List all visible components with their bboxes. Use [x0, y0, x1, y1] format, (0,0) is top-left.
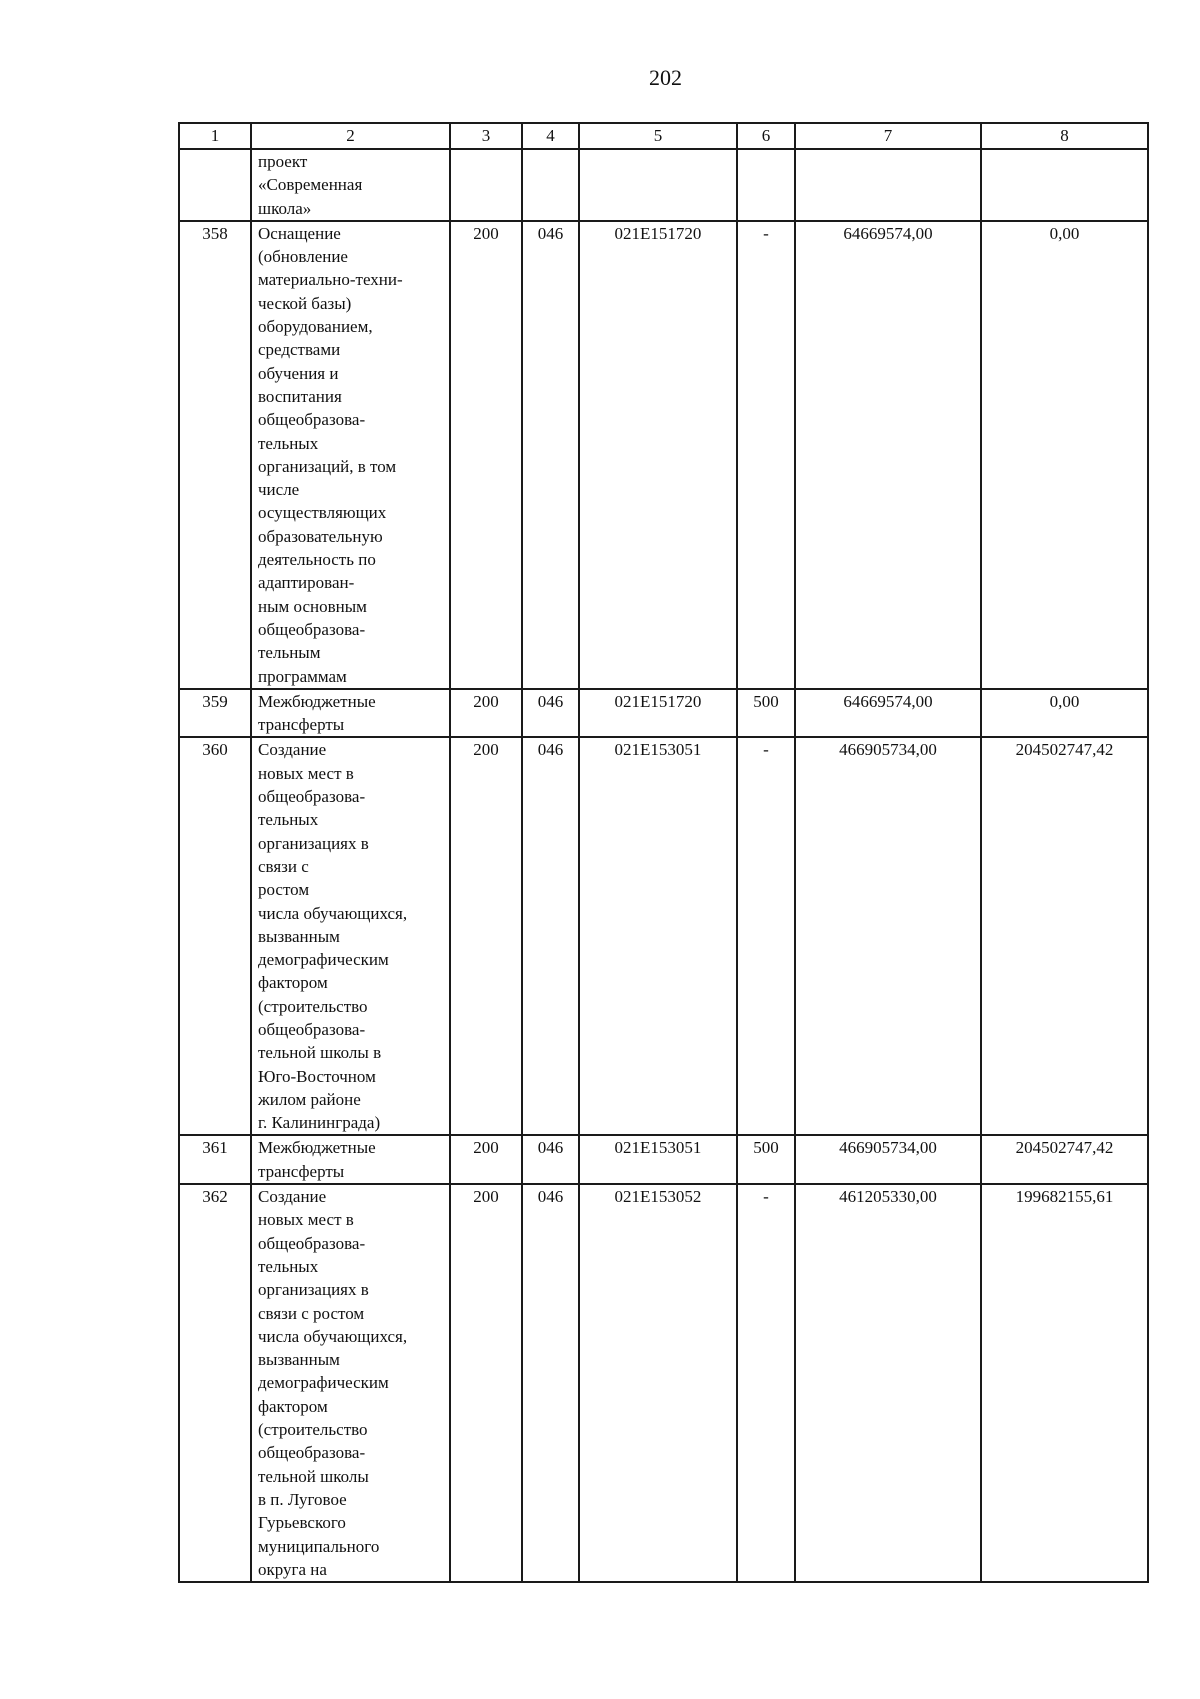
- row-number: [179, 149, 251, 221]
- row-number: 360: [179, 737, 251, 1135]
- row-amount-2: 204502747,42: [981, 737, 1148, 1135]
- row-amount-1: 461205330,00: [795, 1184, 981, 1582]
- row-section: 200: [450, 737, 522, 1135]
- row-amount-1: [795, 149, 981, 221]
- table-header-row: [179, 123, 1148, 149]
- row-subsection: 046: [522, 737, 579, 1135]
- column-header: 1: [179, 123, 251, 149]
- row-section: 200: [450, 689, 522, 738]
- row-amount-2: 0,00: [981, 689, 1148, 738]
- row-amount-2: 0,00: [981, 221, 1148, 689]
- row-amount-1: 64669574,00: [795, 221, 981, 689]
- row-target-code: 021E153051: [579, 737, 737, 1135]
- table-row: [179, 149, 1148, 221]
- row-amount-1: 466905734,00: [795, 737, 981, 1135]
- row-section: 200: [450, 221, 522, 689]
- row-target-code: 021E151720: [579, 689, 737, 738]
- row-subsection: 046: [522, 689, 579, 738]
- row-name: Создание новых мест в общеобразова- тельных организациях в связи с ростом числа обучающихся, вызванным демографическим фактором (строительство общеобразова- тельной школы в Юго-Восточном жилом районе г. Калининграда): [251, 737, 450, 1135]
- row-number: 359: [179, 689, 251, 738]
- table-row: [179, 1184, 1148, 1582]
- page-number: 202: [649, 65, 682, 90]
- row-expense-type: 500: [737, 689, 795, 738]
- column-header: 5: [579, 123, 737, 149]
- row-section: 200: [450, 1135, 522, 1184]
- row-target-code: [579, 149, 737, 221]
- row-name: Межбюджетные трансферты: [251, 1135, 450, 1184]
- row-subsection: [522, 149, 579, 221]
- row-number: 358: [179, 221, 251, 689]
- budget-table: [178, 122, 1149, 1583]
- row-name: Создание новых мест в общеобразова- тельных организациях в связи с ростом числа обучающихся, вызванным демографическим фактором (строительство общеобразова- тельной школы в п. Луговое Гурьевского муниципального округа на: [251, 1184, 450, 1582]
- row-subsection: 046: [522, 221, 579, 689]
- row-amount-1: 466905734,00: [795, 1135, 981, 1184]
- column-header: 7: [795, 123, 981, 149]
- row-subsection: 046: [522, 1184, 579, 1582]
- row-expense-type: 500: [737, 1135, 795, 1184]
- row-amount-1: 64669574,00: [795, 689, 981, 738]
- row-name: Межбюджетные трансферты: [251, 689, 450, 738]
- row-expense-type: -: [737, 221, 795, 689]
- row-number: 361: [179, 1135, 251, 1184]
- column-header: 6: [737, 123, 795, 149]
- row-target-code: 021E151720: [579, 221, 737, 689]
- row-name: Оснащение (обновление материально-техни- ческой базы) оборудованием, средствами обучения и воспитания общеобразова- тельных организаций, в том числе осуществляющих образовательную деятельность по адаптирован- ным основным общеобразова- тельным программам: [251, 221, 450, 689]
- row-target-code: 021E153051: [579, 1135, 737, 1184]
- row-number: 362: [179, 1184, 251, 1582]
- table-row: [179, 221, 1148, 689]
- column-header: 2: [251, 123, 450, 149]
- table-row: [179, 1135, 1148, 1184]
- row-section: 200: [450, 1184, 522, 1582]
- row-expense-type: [737, 149, 795, 221]
- row-expense-type: -: [737, 1184, 795, 1582]
- row-name: проект «Современная школа»: [251, 149, 450, 221]
- row-amount-2: [981, 149, 1148, 221]
- row-amount-2: 204502747,42: [981, 1135, 1148, 1184]
- row-expense-type: -: [737, 737, 795, 1135]
- table-row: [179, 689, 1148, 738]
- row-subsection: 046: [522, 1135, 579, 1184]
- table-row: [179, 737, 1148, 1135]
- row-section: [450, 149, 522, 221]
- column-header: 4: [522, 123, 579, 149]
- row-target-code: 021E153052: [579, 1184, 737, 1582]
- column-header: 8: [981, 123, 1148, 149]
- column-header: 3: [450, 123, 522, 149]
- row-amount-2: 199682155,61: [981, 1184, 1148, 1582]
